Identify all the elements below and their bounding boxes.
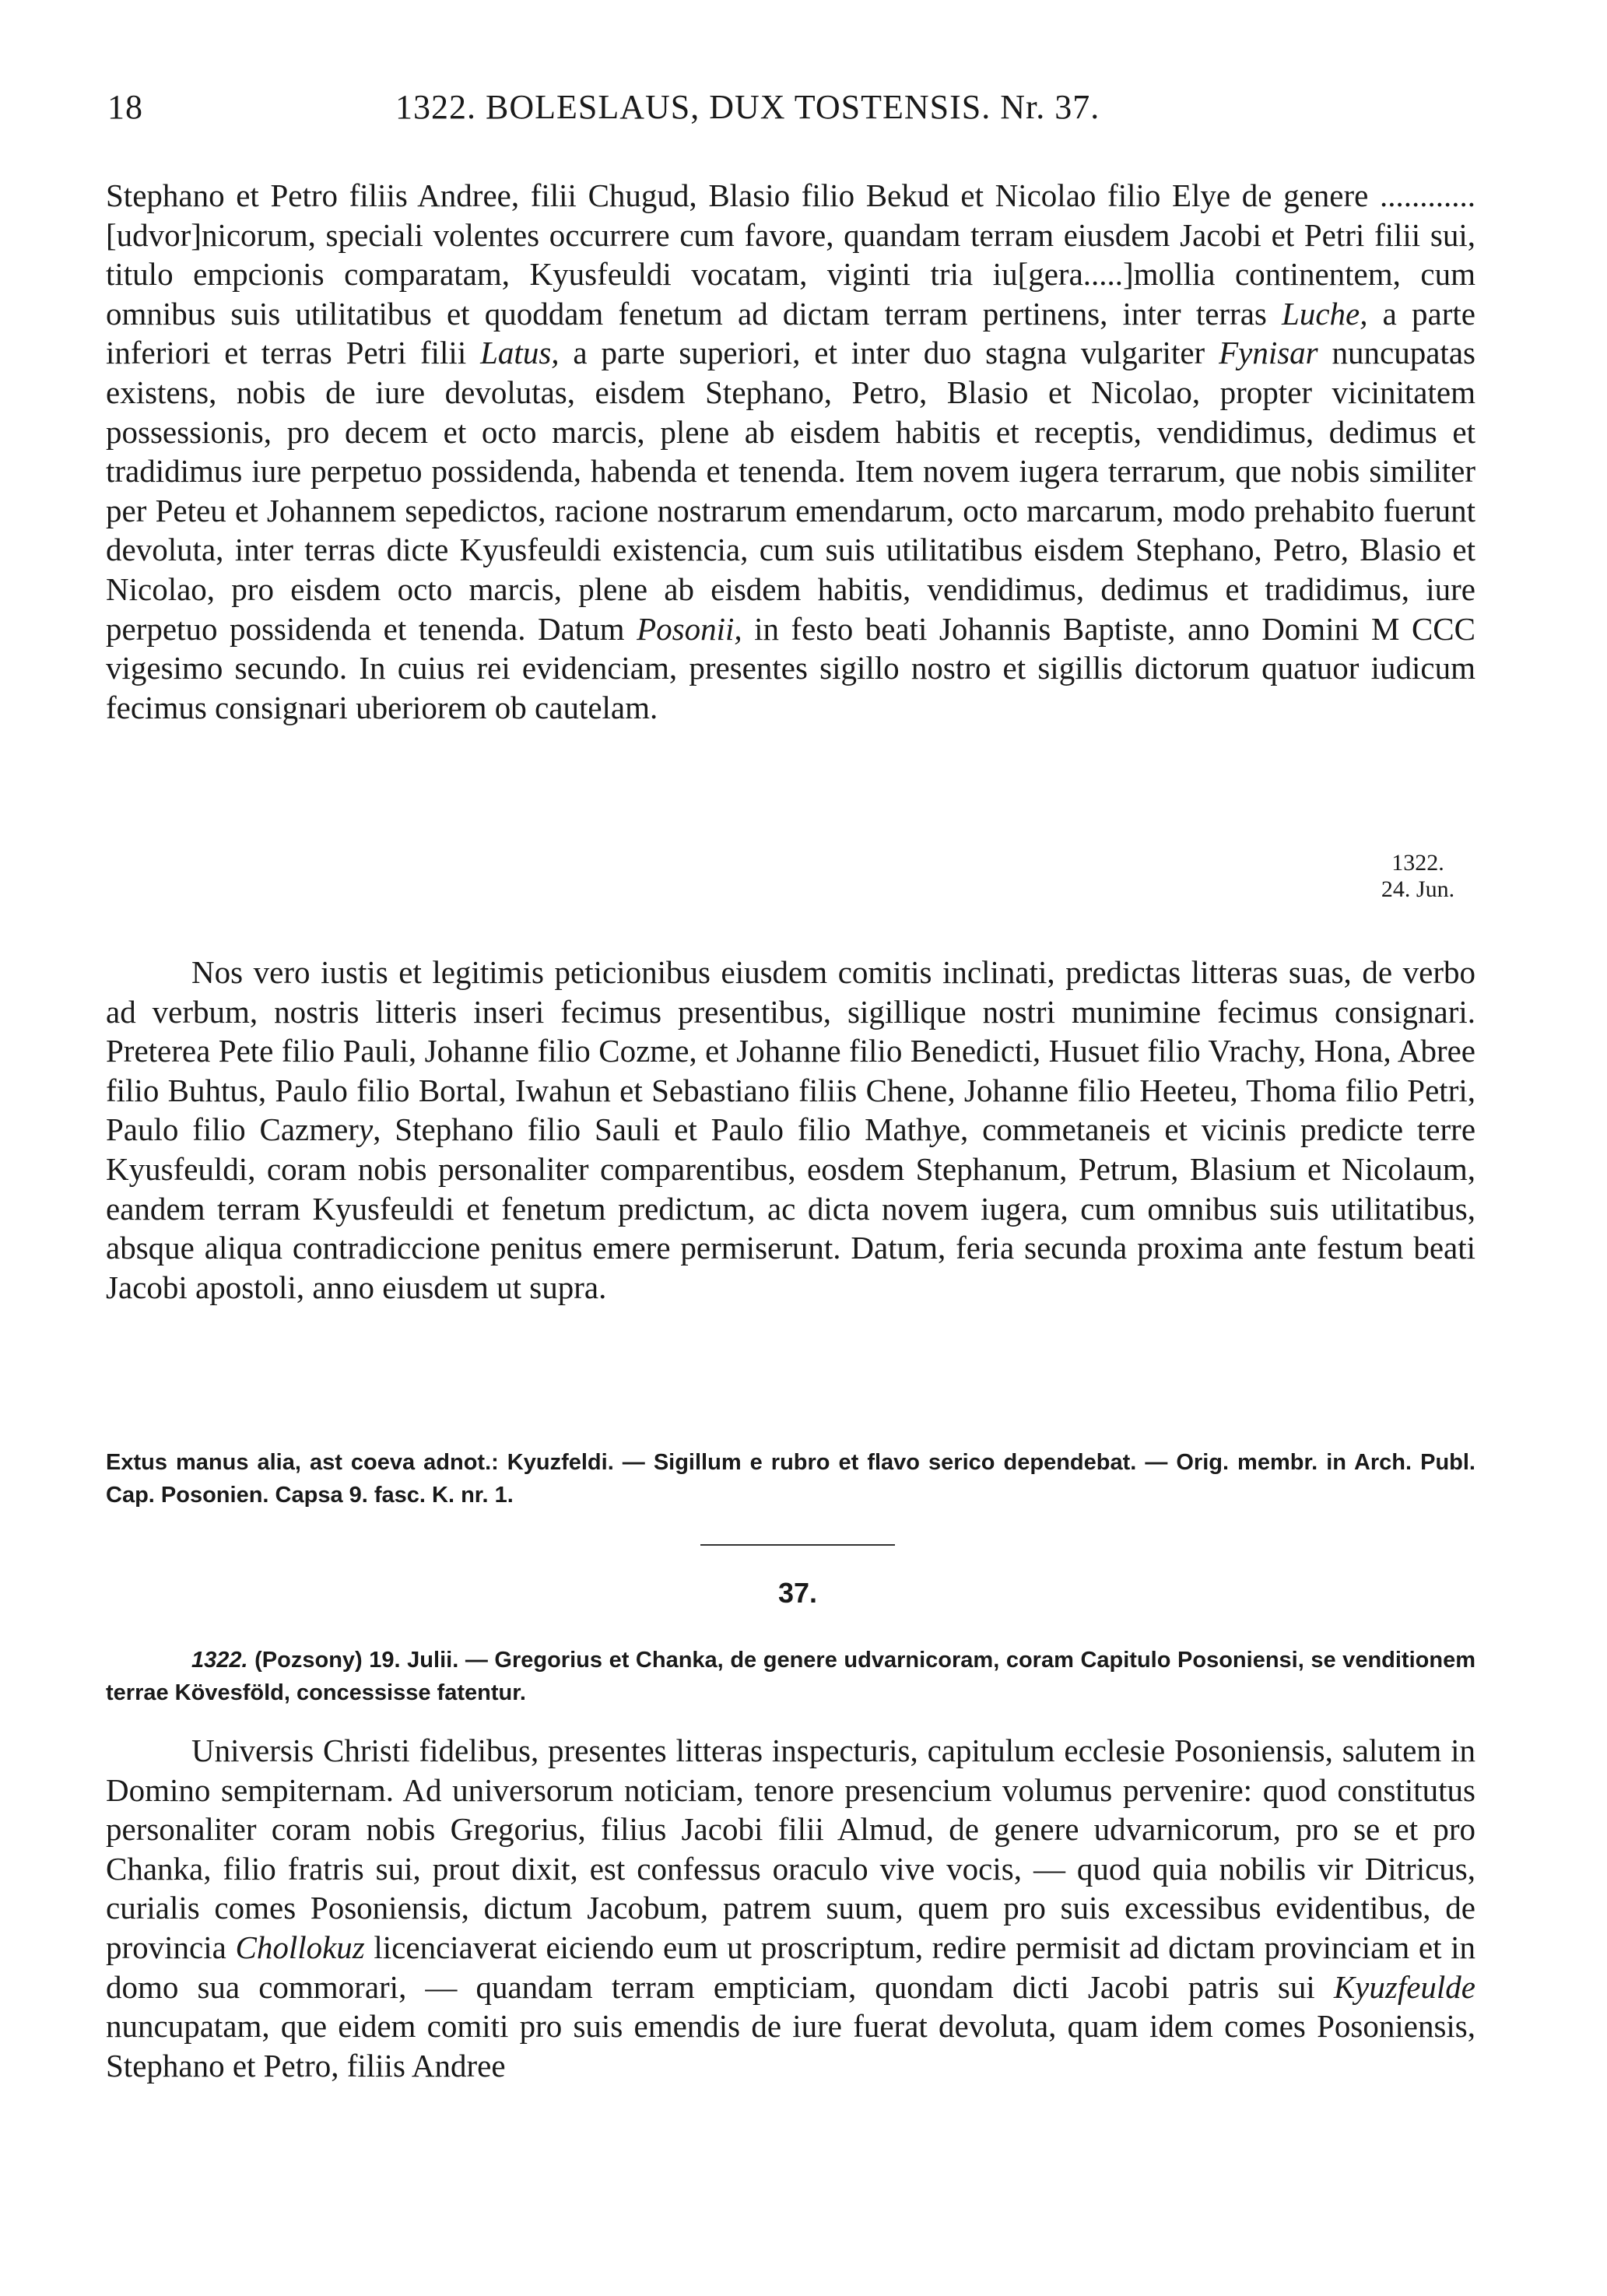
charter-text-doc37 bbox=[106, 1731, 1475, 2085]
place-name: Fynisar bbox=[1219, 335, 1318, 371]
place-name: Chollokuz bbox=[235, 1929, 365, 1965]
charter-paragraph: Stephano et Petro filiis Andree, filii Chugud, Blasio filio Bekud et Nicolao filio Elye de genere ............ [udvor]nicorum, speciali volentes occurrere cum favore, quandam terram eiusdem Jacobi et Petri filii sui, titulo empcionis comparatam, Kyusfeuldi vocatam, viginti tria iu[gera.....]mollia continentem, cum omnibus suis utilitatibus et quoddam fenetum ad dictam terram pertinens, inter terras Luche, a parte inferiori et terras Petri filii Latus, a parte superiori, et inter duo stagna vulgariter Fynisar nuncupatas existens, nobis de iure devolutas, eisdem Stephano, Petro, Blasio et Nicolao, propter vicinitatem possessionis, pro decem et octo marcis, plene ab eisdem habitis et receptis, vendidimus, dedimus et tradidimus iure perpetuo possidenda, habenda et tenenda. Item novem iugera terrarum, que nobis similiter per Peteu et Johannem sepedictos, racione nostrarum emendarum, octo marcarum, modo prehabito fuerunt devoluta, inter terras dicte Kyusfeuldi existencia, cum suis utilitatibus eisdem Stephano, Petro, Blasio et Nicolao, pro eisdem octo marcis, plene ab eisdem habitis, vendidimus, dedimus et tradidimus, iure perpetuo possidenda et tenenda. Datum Posonii, in festo beati Johannis Baptiste, anno Domini M CCC vigesimo secundo. In cuius rei evidenciam, presentes sigillo nostro et sigillis dictorum quatuor iudicum fecimus consignari uberiorem ob cautelam. bbox=[106, 177, 1475, 725]
page-number: 18 bbox=[107, 88, 143, 126]
place-name: Posonii, bbox=[637, 610, 742, 647]
running-head bbox=[107, 87, 1508, 134]
running-title: 1322. BOLESLAUS, DUX TOSTENSIS. Nr. 37. bbox=[395, 88, 1100, 126]
archival-note: Extus manus alia, ast coeva adnot.: Kyuzfeldi. — Sigillum e rubro et flavo serico dependebat. — Orig. membr. in Arch. Publ. Cap. Posonien. Capsa 9. fasc. K. nr. 1. bbox=[106, 1450, 1475, 1508]
place-name: Kyuzfeulde bbox=[1333, 1968, 1475, 2005]
summary-year: 1322. bbox=[191, 1648, 248, 1673]
margin-year: 1322. bbox=[1391, 850, 1444, 876]
document-number: 37. bbox=[777, 1577, 818, 1609]
section-divider bbox=[700, 1544, 895, 1546]
margin-date-note bbox=[1340, 850, 1496, 903]
confirmation-text-doc36 bbox=[106, 953, 1475, 1307]
charter-text-doc36 bbox=[106, 176, 1475, 727]
confirmation-paragraph: Nos vero iustis et legitimis peticionibus eiusdem comitis inclinati, predictas litteras suas, de verbo ad verbum, nostris litteris inseri fecimus presentibus, sigillique nostri munimine fecimus consignari. Preterea Pete filio Pauli, Johanne filio Cozme, et Johanne filio Benedicti, Husuet filio Vrachy, Hona, Abree filio Buhtus, Paulo filio Bortal, Iwahun et Sebastiano filiis Chene, Johanne filio Heeteu, Thoma filio Petri, Paulo filio Cazmery, Stephano filio Sauli et Paulo filio Mathye, commetaneis et vicinis predicte terre Kyusfeuldi, coram nobis personaliter comparentibus, eosdem Stephanum, Petrum, Blasium et Nicolaum, eandem terram Kyusfeuldi et fenetum predictum, ac dicta novem iugera, cum omnibus suis utilitatibus, absque aliqua contradiccione penitus emere permiserunt. Datum, feria secunda proxima ante festum beati Jacobi apostoli, anno eiusdem ut supra. bbox=[106, 954, 1476, 1305]
charter-paragraph: Universis Christi fidelibus, presentes litteras inspecturis, capitulum ecclesie Posoniensis, salutem in Domino sempiternam. Ad universorum noticiam, tenore presencium volumus pervenire: quod constitutus personaliter coram nobis Gregorius, filius Jacobi filii Almud, de genere udvarnicorum, pro se et pro Chanka, filio fratris sui, prout dixit, est confessus oraculo vive vocis, — quod quia nobilis vir Ditricus, curialis comes Posoniensis, dictum Jacobum, patrem suum, quem pro suis excessibus evidentibus, de provincia Chollokuz licenciaverat eiciendo eum ut proscriptum, redire permisit ad dictam provinciam et in domo sua commorari, — quandam terram empticiam, quondam dicti Jacobi patris sui Kyuzfeulde nuncupatam, que eidem comiti pro suis emendis de iure fuerat devoluta, quam idem comes Posoniensis, Stephano et Petro, filiis Andree bbox=[106, 1733, 1475, 2084]
place-name: Luche, bbox=[1282, 295, 1368, 332]
document-summary: 1322. (Pozsony) 19. Julii. — Gregorius et Chanka, de genere udvarnicoram, coram Capitulo Posoniensi, se venditionem terrae Kövesföld, concessisse fatentur. bbox=[106, 1648, 1475, 1705]
margin-day: 24. Jun. bbox=[1381, 876, 1455, 902]
place-name: Latus, bbox=[480, 335, 560, 371]
